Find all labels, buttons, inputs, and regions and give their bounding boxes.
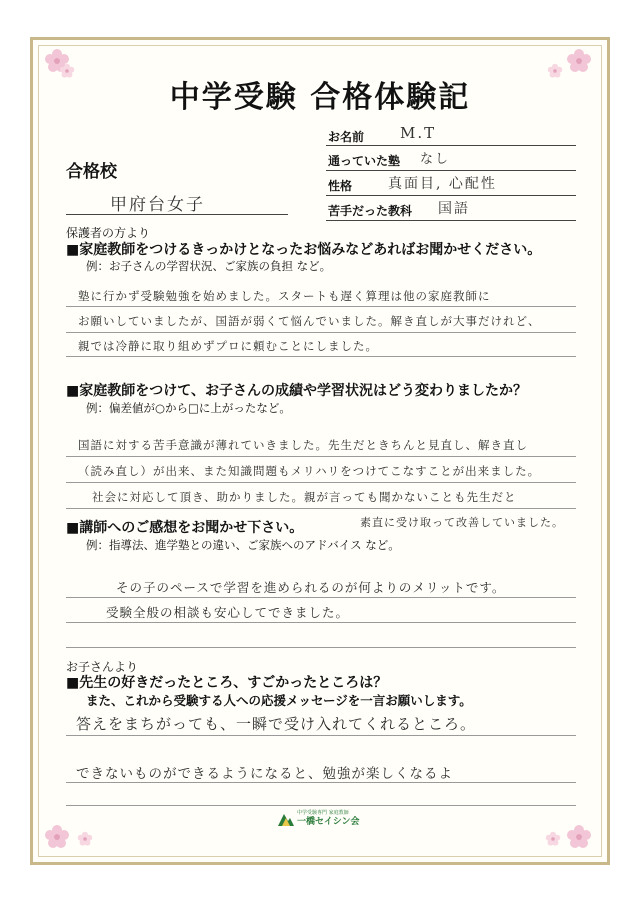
ruled-line [66,508,576,509]
mountain-icon [278,812,294,826]
answer-line: できないものができるようになると、勉強が楽しくなるよ [76,766,453,782]
question-2-example: 例：偏差値が○から□に上がったなど。 [86,401,291,415]
name-label: お名前 [328,130,365,144]
answer-line: 国語に対する苦手意識が薄れていきました。先生だときちんと見直し、解き直し [78,438,528,452]
ruled-line [66,332,576,333]
personality-label: 性格 [328,179,353,193]
flower-icon [42,822,72,852]
ruled-line [66,456,576,457]
ruled-line [66,306,576,307]
divider [66,214,288,215]
parent-heading: 保護者の方より [66,226,151,240]
ruled-line [66,782,576,783]
question-3: ■講師へのご感想をお聞かせ下さい。 [66,520,304,536]
divider [326,145,576,146]
page-title: 中学受験 合格体験記 [169,80,471,115]
answer-line: 親では冷静に取り組めずプロに頼むことにしました。 [78,339,378,353]
juku-label: 通っていた塾 [328,154,401,168]
name-value: M.T [400,124,437,142]
answer-line: お願いしていましたが、国語が弱くて悩んでいました。解き直しが大事だけれど、 [78,314,541,328]
company-logo [278,810,360,827]
school-value: 甲府台女子 [110,195,205,215]
personality-value: 真面目, 心配性 [388,176,497,192]
answer-line: 答えをまちがっても、一瞬で受け入れてくれるところ。 [76,715,477,733]
divider [326,220,576,221]
question-3-example: 例：指導法、進学塾との違い、ご家族へのアドバイス など。 [86,538,400,552]
weak-subject-value: 国語 [438,201,470,217]
ruled-line [66,647,576,648]
logo-tagline: 中学受験専門 家庭教師 [297,810,349,816]
divider [326,170,576,171]
flower-icon [564,822,594,852]
question-1: ■家庭教師をつけるきっかけとなったお悩みなどあればお聞かせください。 [66,242,542,258]
flower-icon [76,830,94,848]
ruled-line [66,482,576,483]
question-2: ■家庭教師をつけて、お子さんの成績や学習状況はどう変わりましたか？ [66,383,527,399]
child-question-2: また、これから受験する人への応援メッセージを一言お願いします。 [86,693,472,708]
question-1-example: 例：お子さんの学習状況、ご家族の負担 など。 [86,259,332,273]
answer-line: 受験全般の相談も安心してできました。 [106,605,350,620]
divider [326,195,576,196]
answer-line: 素直に受け取って改善していました。 [360,516,564,529]
ruled-line [66,597,576,598]
flower-icon [544,830,562,848]
child-heading: お子さんより [66,660,139,674]
answer-line: 塾に行かず受験勉強を始めました。スタートも遅く算理は他の家庭教師に [78,289,491,303]
school-label: 合格校 [66,162,117,182]
logo-name: 一橋セイシン会 [297,817,360,827]
answer-line: 社会に対応して頂き、助かりました。親が言っても聞かないことも先生だと [92,490,517,504]
answer-line: その子のペースで学習を進められるのが何よりのメリットです。 [116,580,506,595]
answer-line: （読み直し）が出来、また知識問題もメリハリをつけてこなすことが出来ました。 [78,464,541,478]
child-question: ■先生の好きだったところ、すごかったところは？ [66,675,388,691]
ruled-line [66,356,576,357]
ruled-line [66,622,576,623]
ruled-line [66,805,576,806]
ruled-line [66,735,576,736]
juku-value: なし [420,152,451,167]
weak-subject-label: 苦手だった教科 [328,204,413,218]
